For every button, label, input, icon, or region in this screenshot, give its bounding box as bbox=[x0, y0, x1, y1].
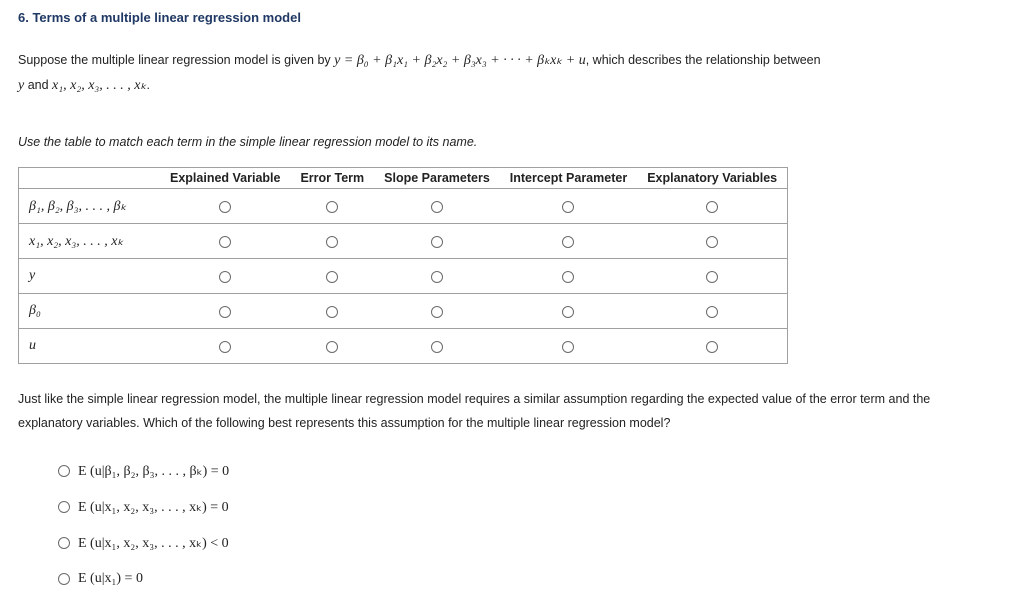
column-header: Explained Variable bbox=[160, 168, 290, 189]
row-label-text: x₁, x₂, x₃, . . . , xₖ bbox=[29, 233, 124, 249]
radio-button[interactable] bbox=[562, 341, 574, 353]
radio-cell bbox=[637, 329, 787, 364]
radio-cell bbox=[637, 224, 787, 259]
radio-button[interactable] bbox=[562, 306, 574, 318]
answer-option-label: E (u|β₁, β₂, β₃, . . . , βₖ) = 0 bbox=[78, 463, 230, 479]
radio-cell bbox=[290, 259, 374, 294]
answer-option[interactable] bbox=[58, 525, 229, 561]
row-label-text: u bbox=[29, 338, 36, 353]
intro-prefix: Suppose the multiple linear regression model is given by bbox=[18, 53, 335, 67]
table-row bbox=[19, 259, 788, 294]
radio-button[interactable] bbox=[431, 271, 443, 283]
radio-cell bbox=[637, 189, 787, 224]
model-equation: y = β₀ + β₁x₁ + β₂x₂ + β₃x₃ + · · · + βₖxₖ + u bbox=[334, 53, 586, 68]
radio-button[interactable] bbox=[706, 271, 718, 283]
intro-x-list: x₁, x₂, x₃, . . . , xₖ bbox=[52, 78, 147, 93]
column-header: Error Term bbox=[290, 168, 374, 189]
radio-button[interactable] bbox=[58, 537, 70, 549]
answer-option[interactable] bbox=[58, 453, 229, 489]
assumption-question: Just like the simple linear regression model, the multiple linear regression model requires a similar assumption regarding the expected value of the error term and the explanatory variables. Which of the following best represents this assumption for the multiple linear regression model? bbox=[18, 392, 931, 430]
answer-option-label: E (u|x₁, x₂, x₃, . . . , xₖ) = 0 bbox=[78, 499, 229, 515]
radio-cell bbox=[500, 294, 637, 329]
row-label bbox=[19, 224, 161, 259]
row-label bbox=[19, 189, 161, 224]
table-row bbox=[19, 329, 788, 364]
radio-cell bbox=[374, 224, 500, 259]
radio-cell bbox=[160, 294, 290, 329]
radio-button[interactable] bbox=[326, 341, 338, 353]
row-label bbox=[19, 294, 161, 329]
radio-cell bbox=[290, 329, 374, 364]
radio-button[interactable] bbox=[326, 306, 338, 318]
radio-cell bbox=[290, 224, 374, 259]
question-title: 6. Terms of a multiple linear regression model bbox=[18, 10, 301, 25]
radio-cell bbox=[160, 224, 290, 259]
radio-button[interactable] bbox=[219, 201, 231, 213]
answer-option[interactable] bbox=[58, 489, 229, 525]
radio-button[interactable] bbox=[562, 201, 574, 213]
radio-cell bbox=[160, 259, 290, 294]
table-instruction: Use the table to match each term in the simple linear regression model to its name. bbox=[18, 135, 478, 149]
answer-option-label: E (u|x₁) = 0 bbox=[78, 571, 143, 586]
radio-cell bbox=[290, 294, 374, 329]
intro-paragraph bbox=[18, 48, 978, 98]
radio-cell bbox=[160, 189, 290, 224]
radio-button[interactable] bbox=[706, 341, 718, 353]
answer-option[interactable] bbox=[58, 561, 229, 597]
radio-button[interactable] bbox=[326, 236, 338, 248]
radio-cell bbox=[374, 259, 500, 294]
radio-cell bbox=[500, 329, 637, 364]
header-corner bbox=[19, 168, 161, 189]
row-label bbox=[19, 259, 161, 294]
radio-button[interactable] bbox=[562, 236, 574, 248]
table-row bbox=[19, 224, 788, 259]
radio-button[interactable] bbox=[431, 306, 443, 318]
table-header-row bbox=[19, 168, 788, 189]
radio-cell bbox=[500, 224, 637, 259]
intro-and: and bbox=[24, 78, 53, 92]
table-row bbox=[19, 294, 788, 329]
radio-button[interactable] bbox=[58, 501, 70, 513]
radio-button[interactable] bbox=[219, 306, 231, 318]
intro-y-var: y bbox=[18, 78, 25, 93]
radio-button[interactable] bbox=[706, 201, 718, 213]
radio-cell bbox=[160, 329, 290, 364]
row-label-text: β₀ bbox=[29, 303, 41, 318]
answer-options bbox=[58, 453, 229, 597]
intro-suffix: . bbox=[146, 78, 150, 92]
radio-button[interactable] bbox=[58, 573, 70, 585]
table-row bbox=[19, 189, 788, 224]
radio-button[interactable] bbox=[431, 201, 443, 213]
matching-table bbox=[18, 167, 788, 364]
row-label-text: β₁, β₂, β₃, . . . , βₖ bbox=[29, 198, 127, 214]
radio-button[interactable] bbox=[326, 201, 338, 213]
radio-cell bbox=[374, 189, 500, 224]
radio-button[interactable] bbox=[431, 341, 443, 353]
radio-button[interactable] bbox=[219, 341, 231, 353]
radio-cell bbox=[290, 189, 374, 224]
radio-cell bbox=[374, 329, 500, 364]
radio-button[interactable] bbox=[562, 271, 574, 283]
radio-button[interactable] bbox=[326, 271, 338, 283]
radio-button[interactable] bbox=[706, 306, 718, 318]
row-label-text: y bbox=[29, 268, 36, 283]
radio-button[interactable] bbox=[219, 236, 231, 248]
radio-cell bbox=[637, 294, 787, 329]
radio-button[interactable] bbox=[58, 465, 70, 477]
radio-cell bbox=[374, 294, 500, 329]
radio-button[interactable] bbox=[431, 236, 443, 248]
radio-cell bbox=[500, 189, 637, 224]
intro-middle: , which describes the relationship between bbox=[585, 53, 821, 67]
radio-cell bbox=[637, 259, 787, 294]
column-header: Slope Parameters bbox=[374, 168, 500, 189]
row-label bbox=[19, 329, 161, 364]
radio-button[interactable] bbox=[706, 236, 718, 248]
radio-button[interactable] bbox=[219, 271, 231, 283]
column-header: Intercept Parameter bbox=[500, 168, 637, 189]
answer-option-label: E (u|x₁, x₂, x₃, . . . , xₖ) < 0 bbox=[78, 535, 229, 551]
radio-cell bbox=[500, 259, 637, 294]
column-header: Explanatory Variables bbox=[637, 168, 787, 189]
